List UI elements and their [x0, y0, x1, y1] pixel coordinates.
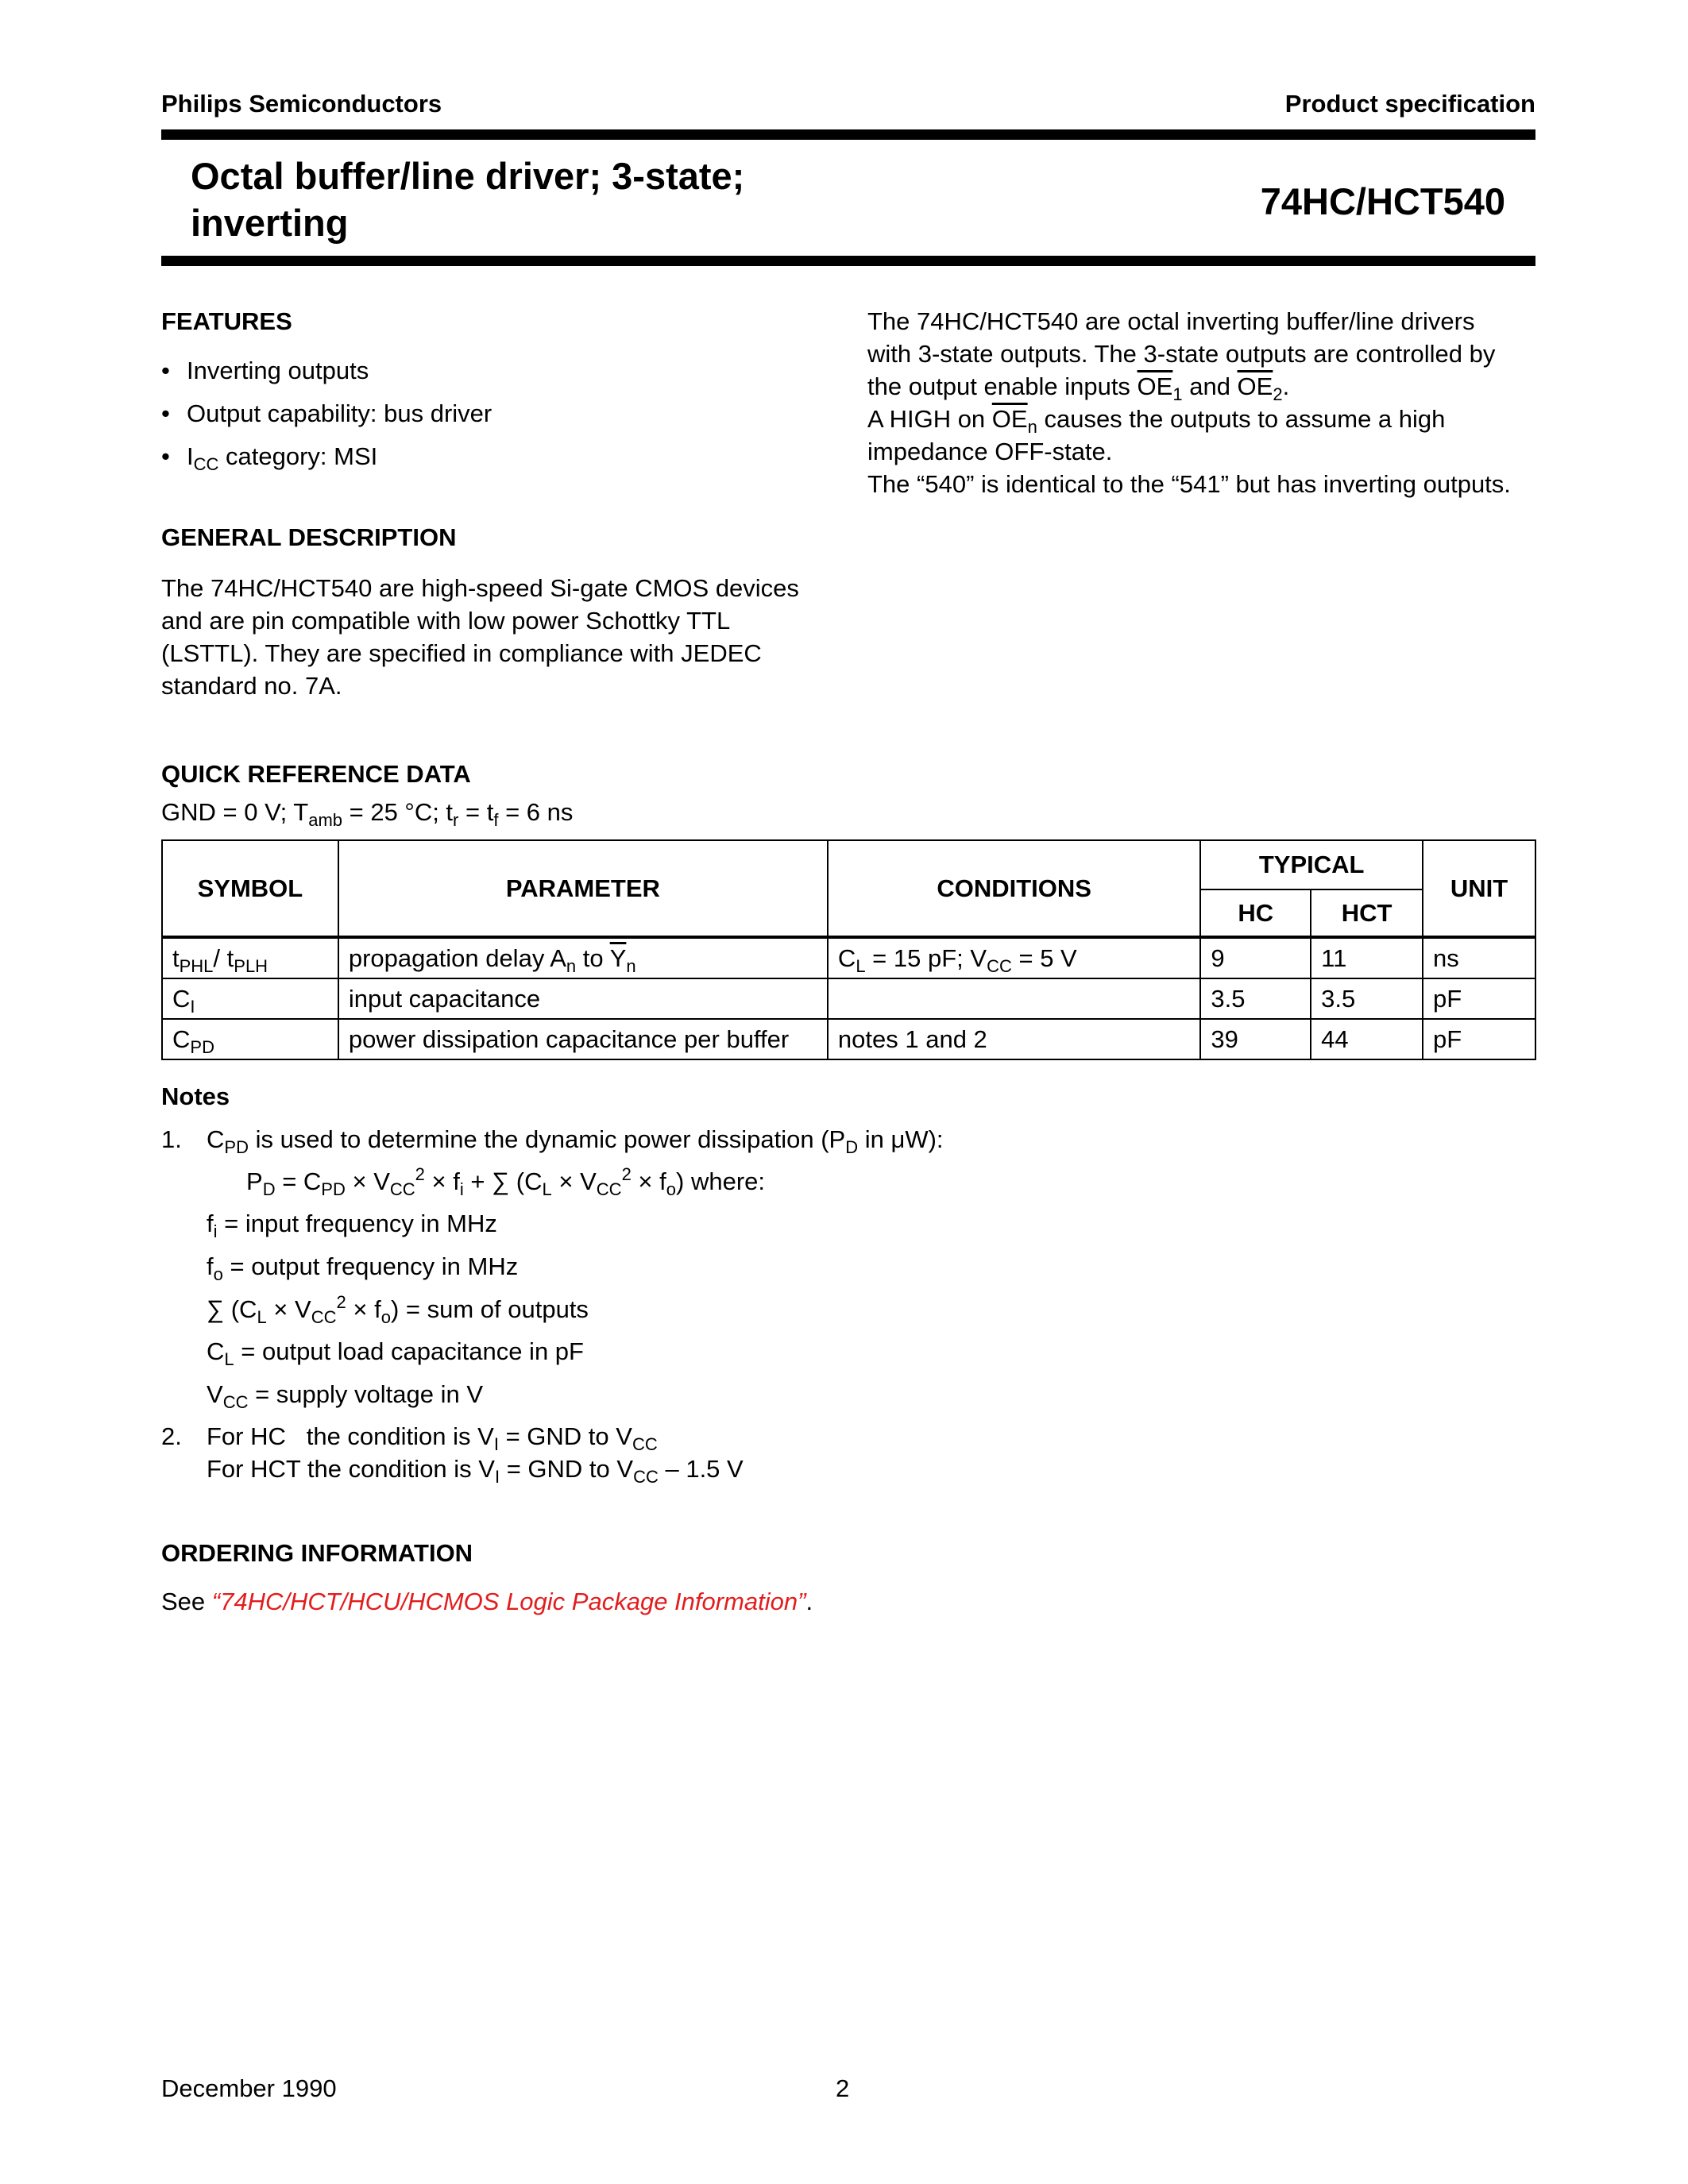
- note-1-text: $C_{PD}$ is used to determine the dynamic power dissipation ($P_D$ in μW):: [207, 1125, 944, 1157]
- table-row: [162, 937, 1535, 978]
- title-rule: [161, 256, 1535, 266]
- cell-hc: 39: [1200, 1019, 1311, 1059]
- quick-reference-table: [161, 839, 1536, 1060]
- table-row: [162, 978, 1535, 1019]
- cell-conditions: notes 1 and 2: [828, 1019, 1200, 1059]
- ordering-heading: ORDERING INFORMATION: [161, 1539, 473, 1567]
- quick-reference-conditions: GND = 0 V; $T_{amb} = 25$ °C; $t_r = t_f = 6$ ns: [161, 798, 574, 830]
- cell-conditions: $C_L = 15$ pF; $V_{CC} = 5$ V: [828, 937, 1200, 978]
- header-symbol: SYMBOL: [162, 840, 338, 937]
- table-row: [162, 1019, 1535, 1059]
- cell-hct: 11: [1311, 937, 1423, 978]
- cell-unit: ns: [1423, 937, 1535, 978]
- cell-symbol: $C_I$: [162, 978, 338, 1019]
- definition-vcc: $V_{CC}$ = supply voltage in V: [207, 1380, 484, 1412]
- cell-hct: 3.5: [1311, 978, 1423, 1019]
- cell-hc: 3.5: [1200, 978, 1311, 1019]
- definition-fi: $f_i$ = input frequency in MHz: [207, 1210, 497, 1241]
- cell-parameter: power dissipation capacitance per buffer: [338, 1019, 828, 1059]
- cell-hc: 9: [1200, 937, 1311, 978]
- general-description-text: The 74HC/HCT540 are high-speed Si-gate CMOS devices and are pin compatible with low power Schottky TTL (LSTTL). They are specified in compliance with JEDEC standard no. 7A.: [161, 574, 799, 700]
- features-list: [161, 354, 492, 483]
- cell-symbol: $t_{PHL}/$ $t_{PLH}$: [162, 937, 338, 978]
- quick-reference-heading: QUICK REFERENCE DATA: [161, 760, 471, 788]
- header-unit: UNIT: [1423, 840, 1535, 937]
- cell-conditions: [828, 978, 1200, 1019]
- list-item: • Output capability: bus driver: [161, 397, 492, 440]
- cell-hct: 44: [1311, 1019, 1423, 1059]
- cell-symbol: $C_{PD}$: [162, 1019, 338, 1059]
- header-conditions: CONDITIONS: [828, 840, 1200, 937]
- definition-cl: $C_L$ = output load capacitance in pF: [207, 1337, 584, 1369]
- general-description-heading: GENERAL DESCRIPTION: [161, 523, 457, 551]
- note-2-hct: For HCT the condition is $V_I$ = GND to $V_{CC} - 1.5$ V: [207, 1455, 744, 1487]
- cell-unit: pF: [1423, 1019, 1535, 1059]
- definition-sum: ∑ $(C_L \times V_{CC}^2 \times f_o)$ = sum of outputs: [207, 1292, 589, 1327]
- note-1-number: 1.: [161, 1125, 182, 1153]
- doc-type: Product specification: [1284, 90, 1535, 118]
- part-number: 74HC/HCT540: [1260, 180, 1505, 222]
- definition-fo: $f_o$ = output frequency in MHz: [207, 1252, 519, 1284]
- features-heading: FEATURES: [161, 307, 292, 335]
- cell-parameter: propagation delay $A_n$ to $\overline{Y}_n$: [338, 937, 828, 978]
- note-2-hc: For HC the condition is $V_I$ = GND to $V_{CC}$: [207, 1422, 658, 1454]
- company-name: Philips Semiconductors: [161, 90, 442, 118]
- header-parameter: PARAMETER: [338, 840, 828, 937]
- notes-heading: Notes: [161, 1082, 230, 1110]
- list-item: • Inverting outputs: [161, 354, 492, 397]
- ordering-text: See “74HC/HCT/HCU/HCMOS Logic Package Information”.: [161, 1588, 813, 1615]
- header-typical: TYPICAL: [1200, 840, 1423, 889]
- device-description: The 74HC/HCT540 are octal inverting buffer/line drivers with 3-state outputs. The 3-state outputs are controlled by the output enable inputs $\overline{OE}_1$ and $\overline{OE}_2$. A HIGH on $\overline{OE}_n$ causes the outputs to assume a high impedance OFF-state. The “540” is identical to the “541” but has inverting outputs.: [867, 307, 1511, 498]
- page-number: 2: [836, 2074, 850, 2102]
- header-hc: HC: [1200, 889, 1311, 937]
- cell-unit: pF: [1423, 978, 1535, 1019]
- package-info-link[interactable]: “74HC/HCT/HCU/HCMOS Logic Package Information”: [211, 1588, 806, 1615]
- footer-date: December 1990: [161, 2074, 337, 2102]
- power-formula: $P_D = C_{PD} \times V_{CC}^2 \times f_i$ + ∑ $(C_L \times V_{CC}^2 \times f_o)$ where:: [246, 1164, 765, 1199]
- header-rule: [161, 129, 1535, 140]
- note-2-number: 2.: [161, 1422, 182, 1450]
- list-item: • $I_{CC}$ category: MSI: [161, 440, 492, 483]
- cell-parameter: input capacitance: [338, 978, 828, 1019]
- header-hct: HCT: [1311, 889, 1423, 937]
- page-title: Octal buffer/line driver; 3-state; inverting: [191, 155, 745, 244]
